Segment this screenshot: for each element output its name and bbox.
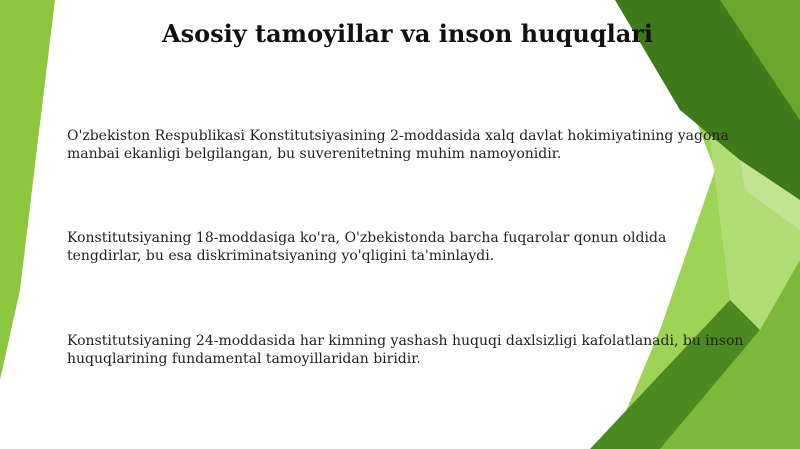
paragraph-article-18: Konstitutsiyaning 18-moddasiga ko'ra, O'zbekistonda barcha fuqarolar qonun oldida tengdirlar, bu esa diskriminatsiyaning yo'qligini ta'minlaydi. xyxy=(67,230,667,264)
left-green-strip xyxy=(0,0,55,380)
slide-title: Asosiy tamoyillar va inson huquqlari xyxy=(161,19,654,48)
paragraph-article-2: O'zbekiston Respublikasi Konstitutsiyasining 2-moddasida xalq davlat hokimiyatining yagona manbai ekanligi belgilangan, bu suverenitetning muhim namoyonidir. xyxy=(67,128,729,162)
paragraph-article-24: Konstitutsiyaning 24-moddasida har kimning yashash huquqi daxlsizligi kafolatlanadi, bu inson huquqlarining fundamental tamoyillaridan biridir. xyxy=(67,333,744,367)
